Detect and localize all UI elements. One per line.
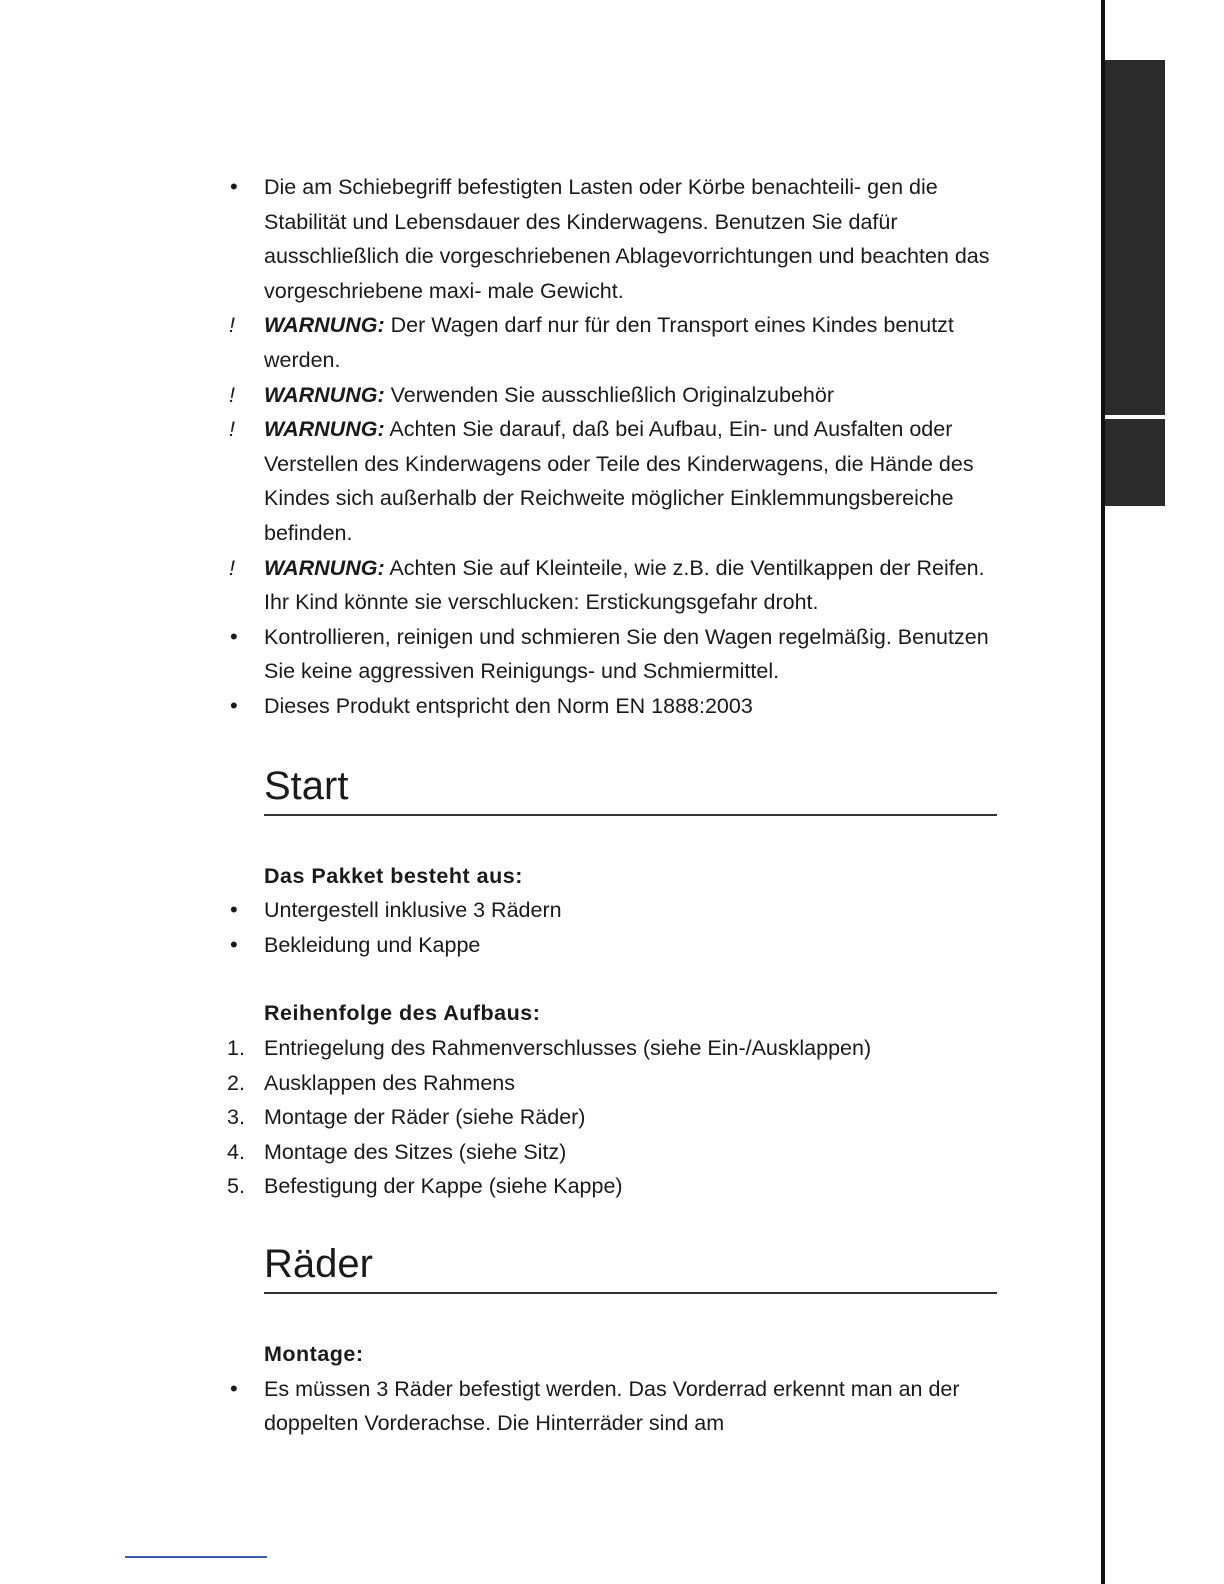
list-item (227, 170, 997, 308)
warning-label: WARNUNG: (264, 382, 385, 407)
item-text: Es müssen 3 Räder befestigt werden. Das Vorderrad erkennt man an der doppelten Vorderachse. Die Hinterräder sind am (264, 1376, 960, 1436)
warning-item (227, 378, 997, 413)
warning-marker: ! (229, 382, 235, 407)
numbered-item (227, 1031, 997, 1066)
bullet-marker: • (230, 623, 238, 649)
package-title: Das Pakket besteht aus: (264, 863, 523, 888)
section-tab-upper (1105, 60, 1165, 415)
item-text: Montage des Sitzes (siehe Sitz) (264, 1139, 567, 1164)
section-heading-start: Start (264, 764, 997, 816)
warning-item (227, 551, 997, 620)
footer-rule (125, 1556, 267, 1558)
item-text: Bekleidung und Kappe (264, 932, 481, 957)
item-text: Montage der Räder (siehe Räder) (264, 1105, 586, 1130)
section-heading-raeder: Räder (264, 1242, 997, 1294)
number-marker: 5. (227, 1174, 245, 1199)
numbered-item (227, 1169, 997, 1204)
montage-title: Montage: (264, 1342, 364, 1367)
bullet-marker: • (230, 931, 238, 957)
item-text: Der Wagen darf nur für den Transport eines Kindes benutzt werden. (264, 313, 954, 372)
bullet-marker: • (230, 1375, 238, 1401)
list-item (227, 1372, 997, 1441)
item-text: Die am Schiebegriff befestigten Lasten oder Körbe benachteili- gen die Stabilität und Lebensdauer des Kinderwagens. Benutzen Sie dafür ausschließlich die vorgeschriebenen Ablagevorrichtungen und beachten das vorgeschriebene maxi- male Gewicht. (264, 175, 990, 303)
item-text: Kontrollieren, reinigen und schmieren Sie den Wagen regelmäßig. Benutzen Sie keine aggressiven Reinigungs- und Schmiermittel. (264, 624, 989, 684)
list-item (227, 893, 997, 928)
item-text: Achten Sie darauf, daß bei Aufbau, Ein- und Ausfalten oder Verstellen des Kinderwagens oder Teile des Kinderwagens, die Hände des Kindes sich außerhalb der Reichweite möglicher Einklemmungsbereiche befinden. (264, 417, 974, 545)
item-text: Befestigung der Kappe (siehe Kappe) (264, 1174, 623, 1199)
section-tab-lower (1105, 419, 1165, 506)
safety-list (227, 170, 997, 724)
warning-marker: ! (229, 417, 235, 442)
number-marker: 2. (227, 1070, 245, 1095)
number-marker: 3. (227, 1105, 245, 1130)
warning-label: WARNUNG: (264, 313, 385, 338)
bullet-marker: • (230, 692, 238, 718)
warning-item (227, 308, 997, 377)
warning-item (227, 412, 997, 550)
item-text: Untergestell inklusive 3 Rädern (264, 898, 562, 923)
document-body (227, 170, 997, 1441)
order-title: Reihenfolge des Aufbaus: (264, 1001, 541, 1026)
warning-label: WARNUNG: (264, 417, 385, 442)
list-item (227, 620, 997, 689)
bullet-marker: • (230, 897, 238, 923)
item-text: Ausklappen des Rahmens (264, 1070, 515, 1095)
list-item (227, 689, 997, 724)
item-text: Entriegelung des Rahmenverschlusses (siehe Ein-/Ausklappen) (264, 1036, 872, 1061)
numbered-item (227, 1100, 997, 1135)
number-marker: 4. (227, 1139, 245, 1164)
bullet-marker: • (230, 174, 238, 199)
warning-marker: ! (229, 313, 235, 338)
item-text: Verwenden Sie ausschließlich Originalzubehör (384, 382, 834, 407)
item-text: Achten Sie auf Kleinteile, wie z.B. die Ventilkappen der Reifen. Ihr Kind könnte sie verschlucken: Erstickungsgefahr droht. (264, 555, 985, 615)
numbered-item (227, 1135, 997, 1170)
list-item (227, 928, 997, 963)
numbered-item (227, 1066, 997, 1101)
warning-label: WARNUNG: (264, 555, 385, 580)
item-text: Dieses Produkt entspricht den Norm EN 1888:2003 (264, 693, 753, 718)
warning-marker: ! (229, 555, 235, 580)
number-marker: 1. (227, 1036, 245, 1061)
